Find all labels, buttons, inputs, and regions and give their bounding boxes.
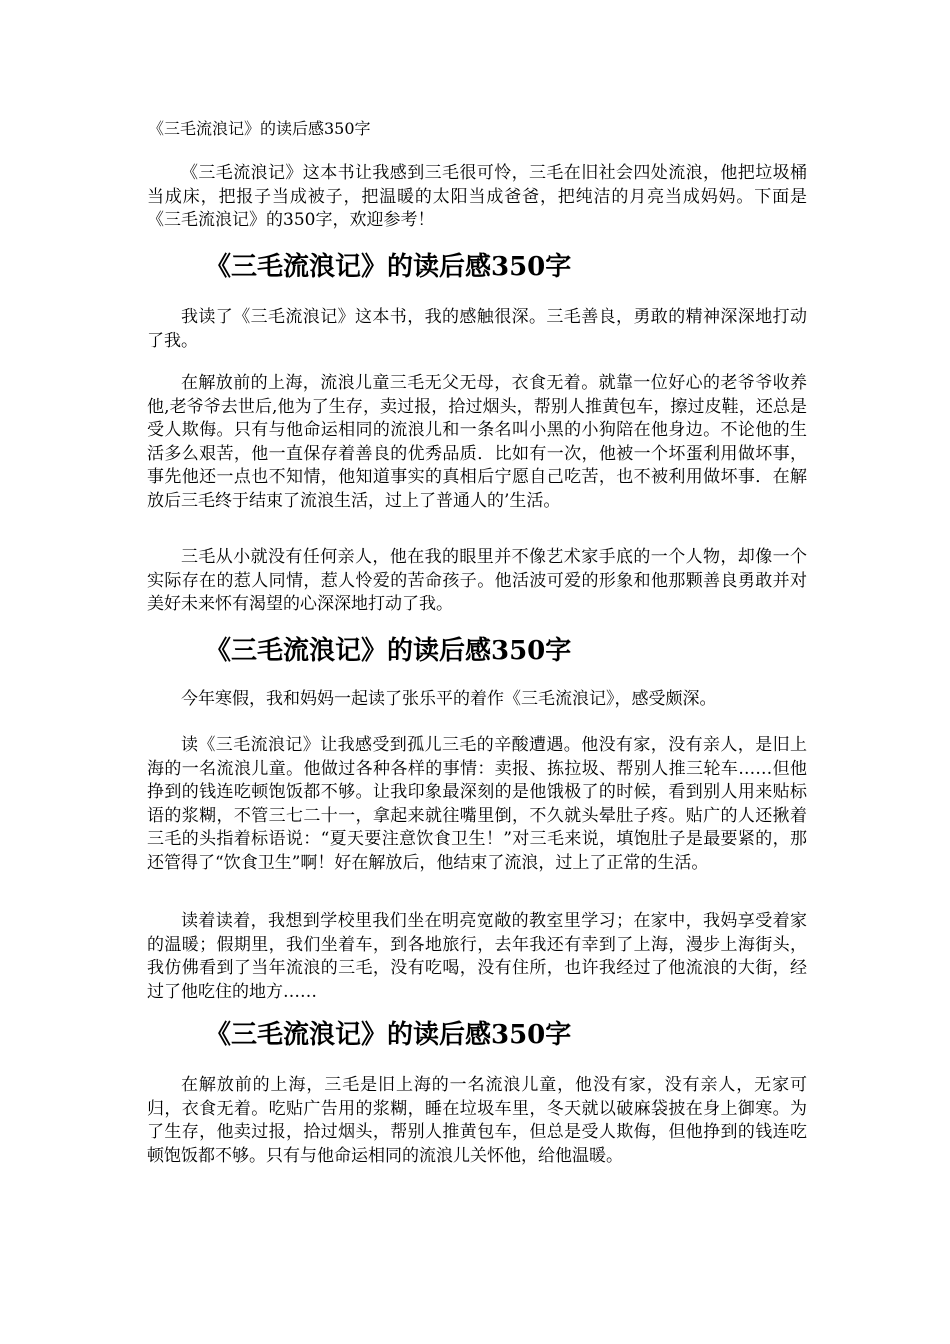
body-paragraph: 读着读着，我想到学校里我们坐在明亮宽敞的教室里学习；在家中，我妈享受着家的温暖；假期里，我们坐着车，到各地旅行，去年我还有幸到了上海，漫步上海街头，我仿佛看到了当年流浪的三毛，没有吃喝，没有住所，也许我经过了他流浪的大街，经过了他吃住的地方…… bbox=[147, 911, 807, 1002]
body-paragraph: 在解放前的上海，三毛是旧上海的一名流浪儿童，他没有家，没有亲人，无家可归，衣食无着。吃贴广告用的浆糊，睡在垃圾车里，冬天就以破麻袋披在身上御寒。为了生存，他卖过报，拾过烟头，帮别人推黄包车，但总是受人欺侮，但他挣到的钱连吃顿饱饭都不够。只有与他命运相同的流浪儿关怀他，给他温暖。 bbox=[147, 1075, 807, 1166]
document-title: 《三毛流浪记》的读后感350字 bbox=[148, 119, 371, 138]
section-heading: 《三毛流浪记》的读后感350字 bbox=[205, 636, 572, 666]
body-paragraph: 在解放前的上海，流浪儿童三毛无父无母，衣食无着。就靠一位好心的老爷爷收养他,老爷爷去世后,他为了生存，卖过报，拾过烟头，帮别人推黄包车，擦过皮鞋，还总是受人欺侮。只有与他命运相同的流浪儿和一条名叫小黑的小狗陪在他身边。不论他的生活多么艰苦，他一直保存着善良的优秀品质．比如有一次，他被一个坏蛋利用做坏事，事先他还一点也不知情，他知道事实的真相后宁愿自己吃苦，也不被利用做坏事．在解放后三毛终于结束了流浪生活，过上了普通人的’生活。 bbox=[147, 373, 807, 511]
intro-paragraph: 《三毛流浪记》这本书让我感到三毛很可怜，三毛在旧社会四处流浪，他把垃圾桶当成床，把报子当成被子，把温暖的太阳当成爸爸，把纯洁的月亮当成妈妈。下面是《三毛流浪记》的350字，欢迎参考！ bbox=[147, 163, 807, 230]
body-paragraph: 三毛从小就没有任何亲人，他在我的眼里并不像艺术家手底的一个人物，却像一个实际存在的惹人同情，惹人怜爱的苦命孩子。他活波可爱的形象和他那颗善良勇敢并对美好未来怀有渴望的心深深地打动了我。 bbox=[147, 547, 807, 614]
body-paragraph: 我读了《三毛流浪记》这本书，我的感触很深。三毛善良，勇敢的精神深深地打动了我。 bbox=[147, 307, 807, 351]
section-heading: 《三毛流浪记》的读后感350字 bbox=[205, 1020, 572, 1050]
body-paragraph: 今年寒假，我和妈妈一起读了张乐平的着作《三毛流浪记》，感受颇深。 bbox=[181, 689, 717, 709]
body-paragraph: 读《三毛流浪记》让我感受到孤儿三毛的辛酸遭遇。他没有家，没有亲人，是旧上海的一名流浪儿童。他做过各种各样的事情：卖报、拣拉圾、帮别人推三轮车……但他挣到的钱连吃顿饱饭都不够。让我印象最深刻的是他饿极了的时候，看到别人用来贴标语的浆糊，不管三七二十一，拿起来就往嘴里倒，不久就头晕肚子疼。贴广的人还揪着三毛的头指着标语说：“夏天要注意饮食卫生！”对三毛来说，填饱肚子是最要紧的，那还管得了“饮食卫生”啊！好在解放后，他结束了流浪，过上了正常的生活。 bbox=[147, 735, 807, 873]
section-heading: 《三毛流浪记》的读后感350字 bbox=[205, 252, 572, 282]
